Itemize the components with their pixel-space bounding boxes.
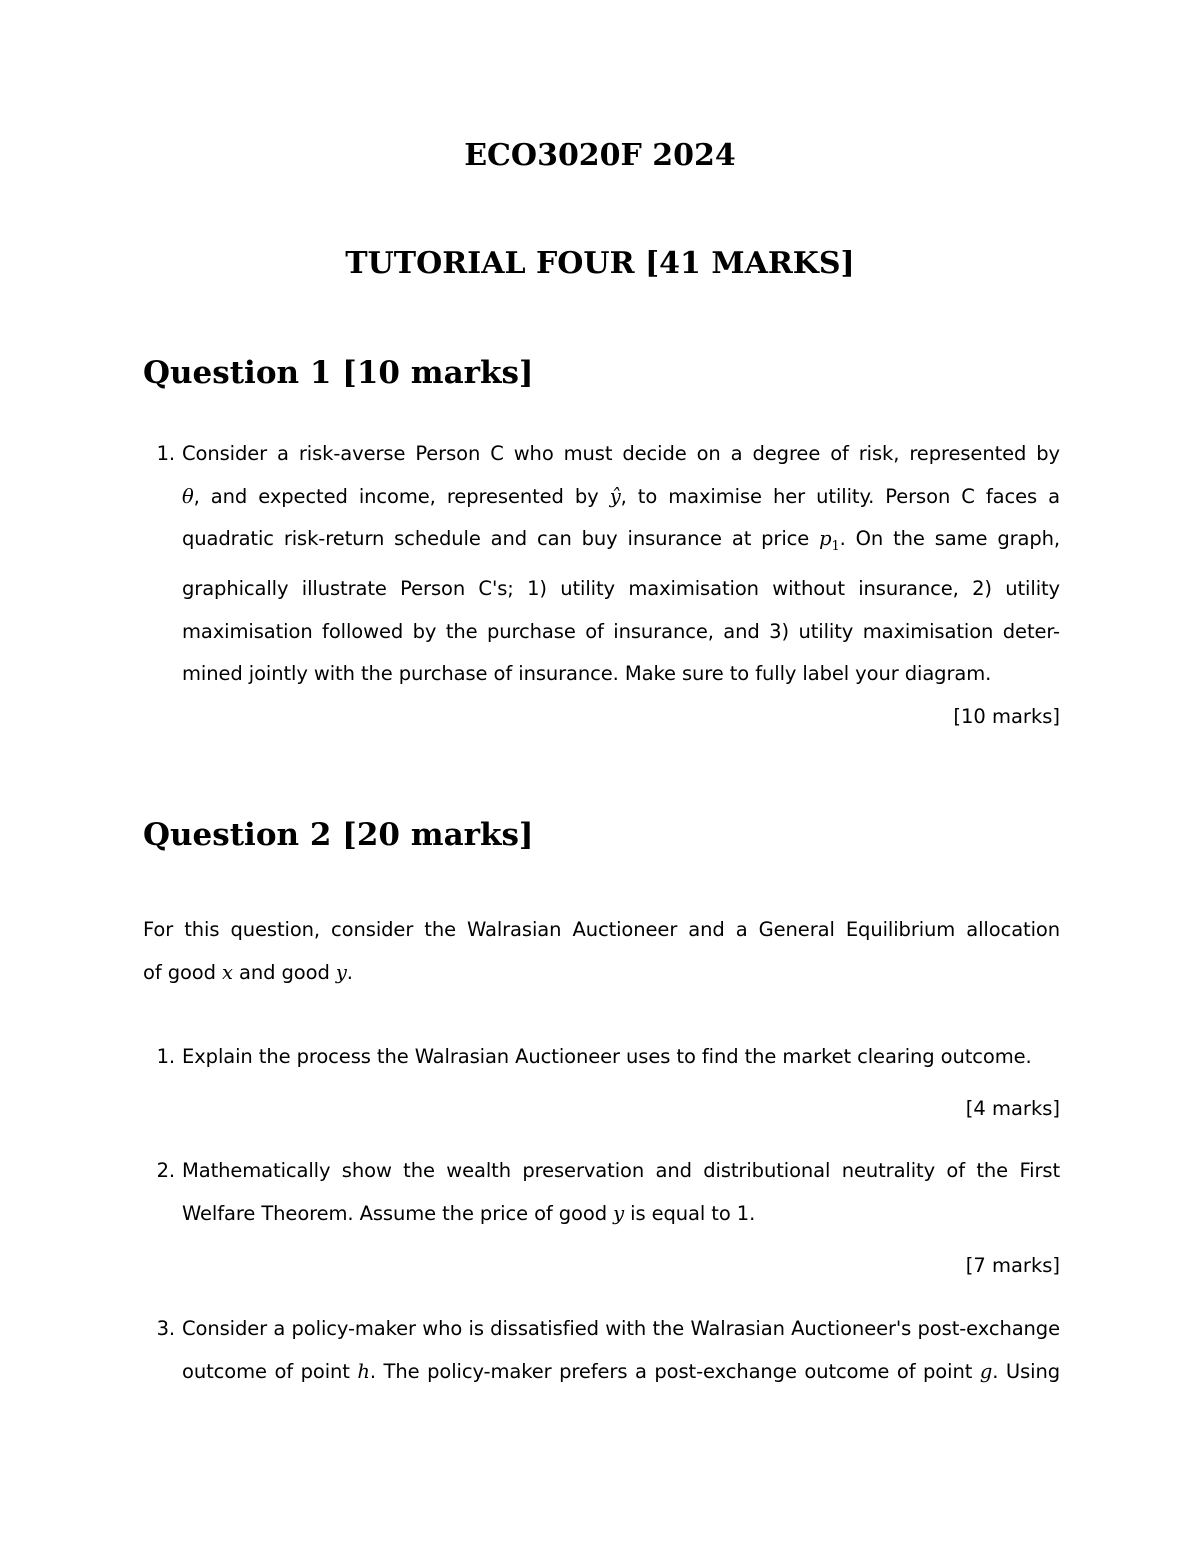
question-2-item-2 [143,1150,1060,1236]
item-text [182,1036,1060,1079]
text-segment: outcome of point [182,1359,350,1383]
item-text [182,1150,1060,1235]
math-x: x [222,960,233,984]
course-title: ECO3020F 2024 [464,138,736,173]
question-1-item-1 [143,433,1060,693]
question-2-item-1 [143,1036,1060,1080]
text-segment: of good [143,960,216,984]
text-segment: and good [239,960,330,984]
question-2-heading: Question 2 [20 marks] [143,817,534,853]
question-2-item-2-marks: [7 marks] [965,1254,1060,1277]
text-segment: . Using [992,1359,1060,1383]
math-h: h [357,1359,370,1383]
text-segment: . The policy-maker prefers a post-exchange outcome of point [369,1359,973,1383]
item-number: 1. [156,442,175,465]
math-subscript: 1 [831,538,840,554]
tutorial-title: TUTORIAL FOUR [41 MARKS] [345,246,855,281]
item-line: Consider a policy-maker who is dissatisfied with the Walrasian Auctioneer's post-exchange [182,1317,1060,1340]
intro-line: For this question, consider the Walrasian Auctioneer and a General Equilibrium allocation [143,918,1060,941]
item-number: 1. [156,1045,175,1068]
math-p1 [819,527,840,554]
item-line: mined jointly with the purchase of insurance. Make sure to fully label your diagram. [182,662,992,686]
item-line: Mathematically show the wealth preservation and distributional neutrality of the First [182,1159,1060,1182]
math-y: y [335,960,347,984]
question-1-item-1-marks: [10 marks] [953,705,1060,728]
math-yhat: ŷ [609,484,621,508]
math-theta: θ [182,484,194,508]
text-segment: , to maximise her utility. Person C faces a [620,484,1060,508]
item-number: 3. [156,1317,175,1340]
question-2-item-3 [143,1308,1060,1394]
item-line: Explain the process the Walrasian Auctioneer uses to find the market clearing outcome. [182,1045,1032,1068]
item-line: Consider a risk-averse Person C who must decide on a degree of risk, represented by [182,442,1060,465]
item-text [182,1308,1060,1393]
text-segment: is equal to 1. [630,1201,756,1225]
question-2-item-1-marks: [4 marks] [965,1097,1060,1120]
item-line [182,476,1060,519]
math-g: g [979,1359,993,1383]
text-segment: , and expected income, represented by [193,484,599,508]
item-line [182,1193,1060,1236]
question-1-heading: Question 1 [10 marks] [143,355,534,391]
item-line [182,1351,1060,1394]
item-number: 2. [156,1159,175,1182]
intro-line [143,952,1060,995]
question-2-intro [143,909,1060,994]
math-p: p [819,527,832,550]
text-segment: . [346,960,353,984]
item-line: maximisation followed by the purchase of insurance, and 3) utility maximisation deter- [182,619,1060,643]
text-segment: quadratic risk-return schedule and can buy insurance at price [182,527,810,550]
item-text [182,433,1060,696]
text-segment: . On the same graph, [839,527,1060,550]
math-y: y [613,1201,625,1225]
item-line: graphically illustrate Person C's; 1) utility maximisation without insurance, 2) utility [182,577,1060,601]
text-segment: Welfare Theorem. Assume the price of good [182,1201,607,1225]
item-line [182,518,1060,568]
